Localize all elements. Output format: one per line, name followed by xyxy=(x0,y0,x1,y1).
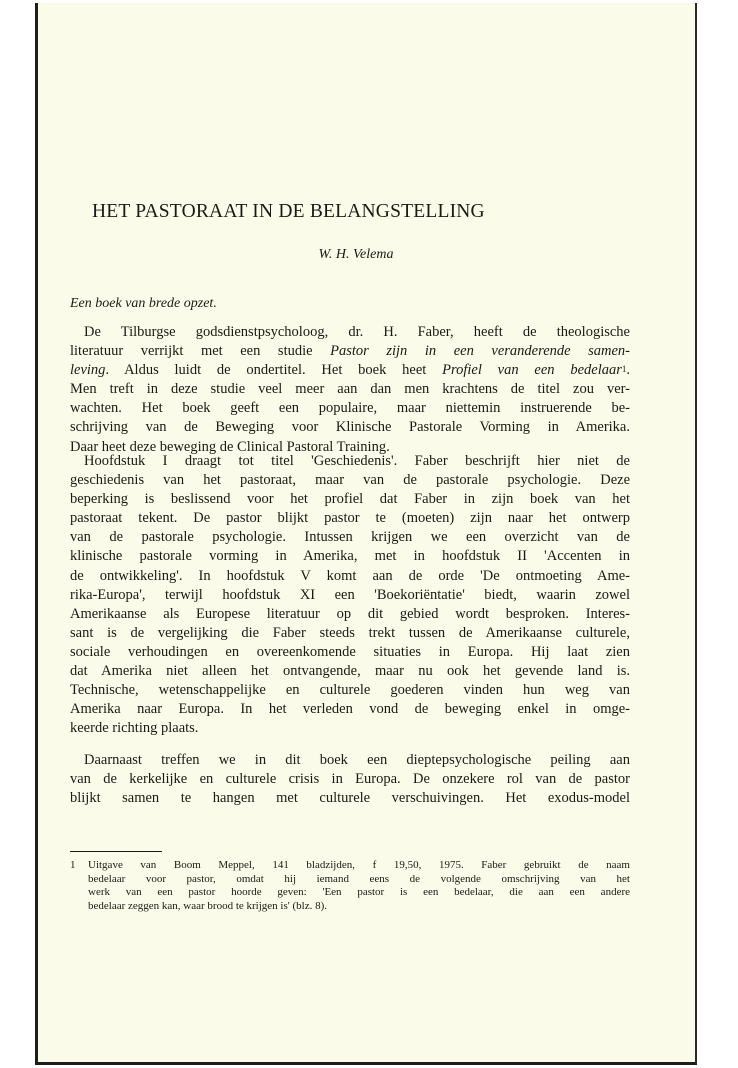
paragraph-2 xyxy=(70,452,630,738)
footnote-number: 1 xyxy=(70,859,76,871)
text-line: Men treft in deze studie veel meer aan dan men krachtens de titel zou ver- xyxy=(70,381,630,398)
text-line: literatuur verrijkt met een studie Pastor zijn in een veranderende samen- xyxy=(70,343,630,360)
footnote-ref: 1 xyxy=(621,364,627,375)
text-line: geschiedenis van het pastoraat, maar van de pastorale psychologie. Deze xyxy=(70,472,630,489)
text-line: Hoofdstuk I draagt tot titel 'Geschiedenis'. Faber beschrijft hier niet de xyxy=(84,453,630,469)
text-line: Daarnaast treffen we in dit boek een dieptepsychologische peiling aan xyxy=(84,752,630,768)
paragraph-1 xyxy=(70,323,630,457)
text-line: sant is de vergelijking die Faber steeds trekt tussen de Amerikaanse culturele, xyxy=(70,624,630,641)
footnote-line: Uitgave van Boom Meppel, 141 bladzijden, f 19,50, 1975. Faber gebruikt de naam xyxy=(88,859,630,871)
text-line: pastoraat tekent. De pastor blijkt pastor te (moeten) zijn naar het ontwerp xyxy=(70,510,630,527)
text-line: De Tilburgse godsdienstpsycholoog, dr. H. Faber, heeft de theologische xyxy=(84,324,630,340)
text-line: rika-Europa', terwijl hoofdstuk XI een 'Boekoriëntatie' biedt, waarin zowel xyxy=(70,586,630,603)
text-line: Amerika naar Europa. In het verleden vond de beweging enkel in omge- xyxy=(70,701,630,718)
footnote-line: bedelaar voor pastor, omdat hij iemand eens de volgende omschrijving van het xyxy=(88,872,630,885)
document-page xyxy=(35,3,697,1065)
text-line: Amerikaanse als Europese literatuur op dit gebied wordt besproken. Interes- xyxy=(70,605,630,622)
text-line: beperking is beslissend voor het profiel dat Faber in zijn boek van het xyxy=(70,491,630,508)
text-line: klinische pastorale vorming in Amerika, met in hoofdstuk II 'Accenten in xyxy=(70,548,630,565)
paragraph-3 xyxy=(70,751,630,808)
article-author: W. H. Velema xyxy=(318,247,394,262)
text-line: leving. Aldus luidt de ondertitel. Het boek heet Profiel van een bedelaar$^1$. xyxy=(70,362,630,379)
footnote-line: werk van een pastor hoorde geven: 'Een pastor is een bedelaar, die aan een andere xyxy=(88,886,630,899)
text-line: wachten. Het boek geeft een populaire, maar niettemin instruerende be- xyxy=(70,400,630,417)
text-line: schrijving van de Beweging voor Klinische Pastorale Vorming in Amerika. xyxy=(70,419,630,436)
text-line: Daar heet deze beweging de Clinical Pastoral Training. xyxy=(70,438,390,455)
article-title: HET PASTORAAT IN DE BELANGSTELLING xyxy=(92,201,485,222)
text-line: van de kerkelijke en culturele crisis in Europa. De onzekere rol van de pastor xyxy=(70,771,630,788)
footnote xyxy=(70,859,630,913)
footnote-divider xyxy=(70,851,162,852)
text-line: blijkt samen te hangen met culturele verschuivingen. Het exodus-model xyxy=(70,790,630,807)
text-line: dat Amerika niet alleen het ontvangende, maar nu ook het gevende land is. xyxy=(70,663,630,680)
text-line: sociale verhoudingen en overeenkomende situaties in Europa. Hij laat zien xyxy=(70,643,630,660)
text-line: van de pastorale psychologie. Intussen krijgen we een overzicht van de xyxy=(70,529,630,546)
section-heading: Een boek van brede opzet. xyxy=(70,296,217,311)
text-line: keerde richting plaats. xyxy=(70,720,199,737)
footnote-line: bedelaar zeggen kan, waar brood te krijgen is' (blz. 8). xyxy=(88,899,327,912)
text-line: de ontwikkeling'. In hoofdstuk V komt aan de orde 'De ontmoeting Ame- xyxy=(70,567,630,584)
text-line: Technische, wetenschappelijke en culturele goederen vinden hun weg van xyxy=(70,682,630,699)
